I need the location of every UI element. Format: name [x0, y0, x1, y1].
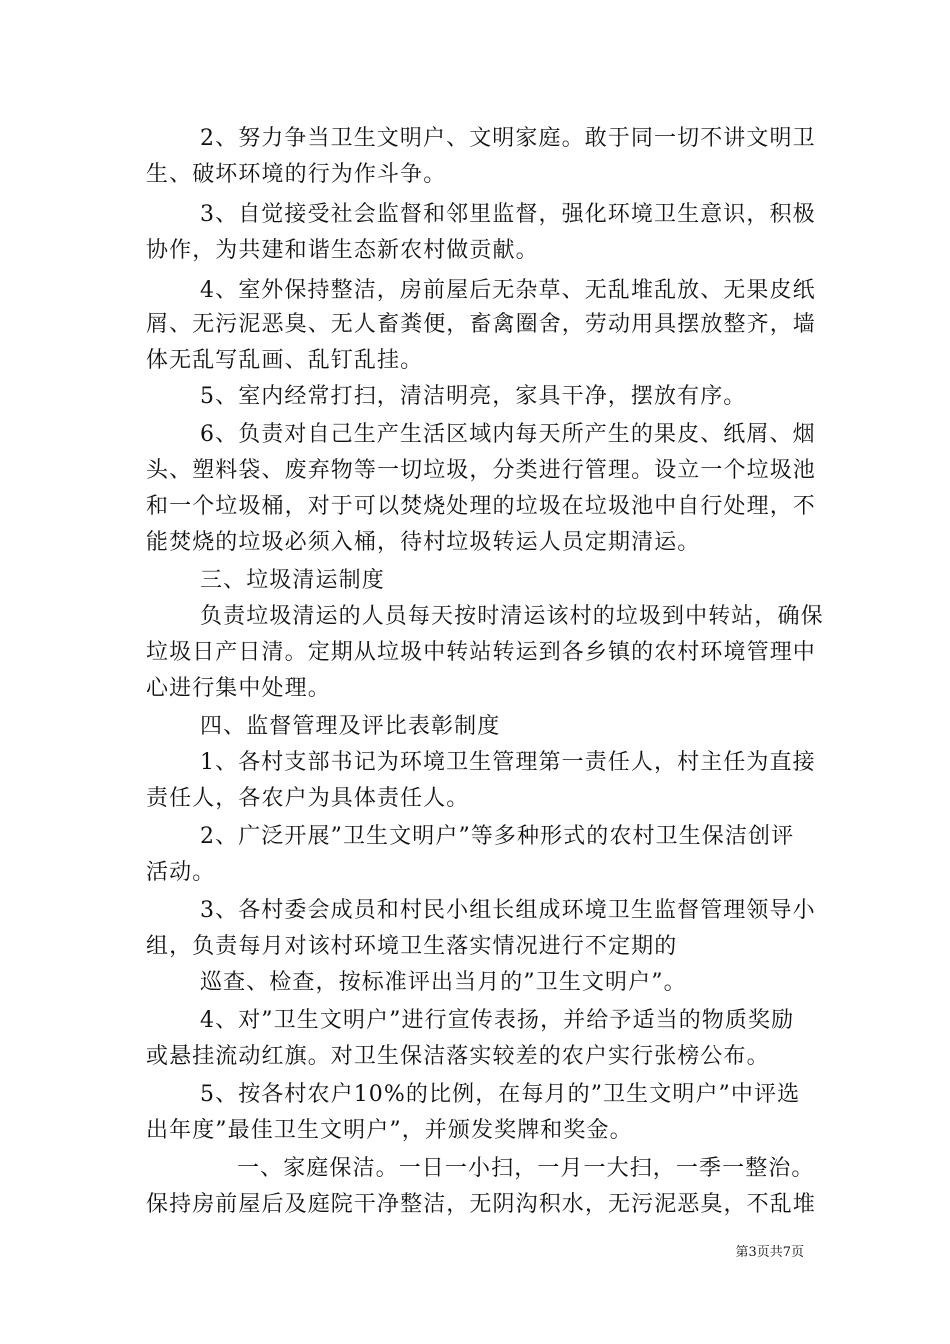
text-line: 体无乱写乱画、乱钉乱挂。 [146, 348, 424, 373]
text-line: 负责垃圾清运的人员每天按时清运该村的垃圾到中转站，确保 [200, 604, 824, 629]
text-line: 活动。 [146, 860, 216, 885]
text-line: 心进行集中处理。 [146, 676, 331, 701]
text-line: 垃圾日产日清。定期从垃圾中转站转运到各乡镇的农村环境管理中 [146, 640, 816, 665]
text-line: 屑、无污泥恶臭、无人畜粪便，畜禽圈舍，劳动用具摆放整齐，墙 [146, 312, 816, 337]
text-line: 头、塑料袋、废弃物等一切垃圾，分类进行管理。设立一个垃圾池 [146, 458, 816, 483]
text-line: 1、各村支部书记为环境卫生管理第一责任人，村主任为直接 [200, 750, 816, 775]
text-line: 和一个垃圾桶，对于可以焚烧处理的垃圾在垃圾池中自行处理，不 [146, 494, 816, 519]
text-line: 保持房前屋后及庭院干净整洁，无阴沟积水，无污泥恶臭，不乱堆 [146, 1192, 816, 1217]
text-line: 2、广泛开展”卫生文明户”等多种形式的农村卫生保洁创评 [200, 824, 795, 849]
text-line: 生、破坏环境的行为作斗争。 [146, 162, 447, 187]
page-number: 第3页共7页 [735, 1245, 804, 1260]
text-line: 责任人，各农户为具体责任人。 [146, 786, 470, 811]
text-line: 巡查、检查，按标准评出当月的”卫生文明户”。 [200, 970, 687, 995]
text-line: 3、各村委会成员和村民小组长组成环境卫生监督管理领导小 [200, 898, 816, 923]
text-line: 4、室外保持整洁，房前屋后无杂草、无乱堆乱放、无果皮纸 [200, 278, 816, 303]
text-line: 3、自觉接受社会监督和邻里监督，强化环境卫生意识，积极 [200, 202, 816, 227]
text-line: 组，负责每月对该村环境卫生落实情况进行不定期的 [146, 934, 678, 959]
text-line: 6、负责对自己生产生活区域内每天所产生的果皮、纸屑、烟 [200, 422, 816, 447]
text-line: 能焚烧的垃圾必须入桶，待村垃圾转运人员定期清运。 [146, 530, 701, 555]
text-line: 4、对”卫生文明户”进行宣传表扬，并给予适当的物质奖励 [200, 1008, 795, 1033]
text-line: 出年度”最佳卫生文明户”，并颁发奖牌和奖金。 [146, 1118, 633, 1143]
text-line: 或悬挂流动红旗。对卫生保洁落实较差的农户实行张榜公布。 [146, 1044, 770, 1069]
text-line: 协作，为共建和谐生态新农村做贡献。 [146, 238, 539, 263]
text-line: 5、室内经常打扫，清洁明亮，家具干净，摆放有序。 [200, 384, 747, 409]
text-line: 2、努力争当卫生文明户、文明家庭。敢于同一切不讲文明卫 [200, 126, 816, 151]
section-heading: 四、监督管理及评比表彰制度 [200, 714, 501, 739]
text-line: 一、家庭保洁。一日一小扫，一月一大扫，一季一整治。 [237, 1156, 815, 1181]
section-heading: 三、垃圾清运制度 [200, 568, 385, 593]
text-line: 5、按各村农户10%的比例，在每月的”卫生文明户”中评选 [200, 1082, 801, 1107]
